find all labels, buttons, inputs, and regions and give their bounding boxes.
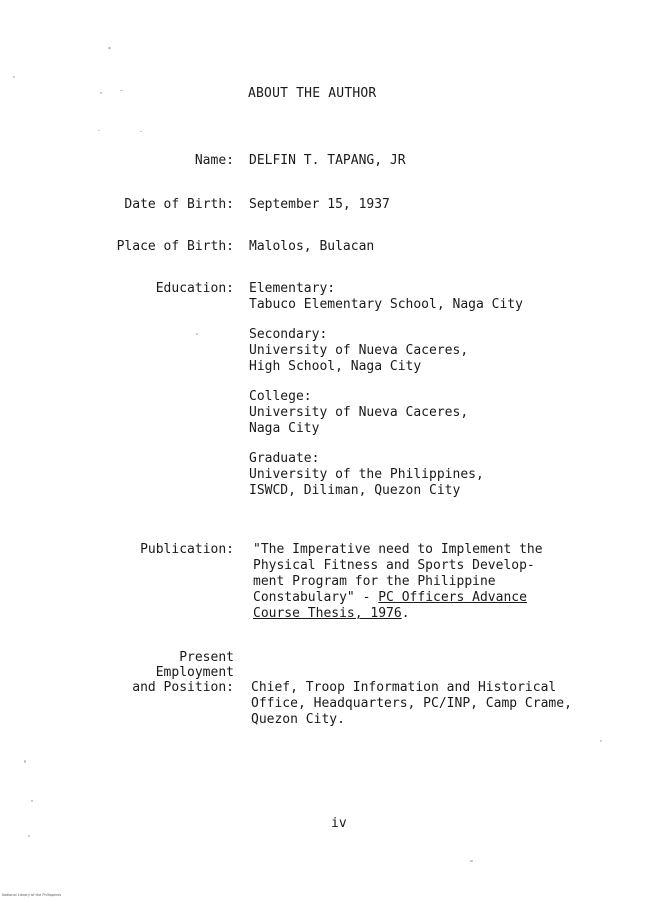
scan-speck xyxy=(28,835,30,837)
employment-text xyxy=(251,680,572,728)
education-school: University of the Philippines, xyxy=(249,467,484,482)
education-level: Graduate: xyxy=(249,451,320,466)
place-of-birth-label: Place of Birth: xyxy=(116,239,234,254)
employment-line: Quezon City. xyxy=(251,712,345,727)
education-level: Elementary: xyxy=(249,281,336,296)
publication-line: ment Program for the Philippine xyxy=(253,574,496,589)
scan-speck xyxy=(13,76,15,78)
scan-speck xyxy=(600,740,602,742)
page-title: ABOUT THE AUTHOR xyxy=(248,86,377,101)
name-label: Name: xyxy=(194,153,234,168)
employment-label-line: Present xyxy=(179,650,234,665)
education-label: Education: xyxy=(155,281,234,296)
publication-line-with-thesis xyxy=(253,590,543,606)
education-school: University of Nueva Caceres, xyxy=(249,405,469,420)
education-school: Naga City xyxy=(249,421,320,436)
scan-speck xyxy=(140,131,142,132)
publication-line: Physical Fitness and Sports Develop- xyxy=(253,558,535,573)
education-school: Tabuco Elementary School, Naga City xyxy=(249,297,523,312)
scan-speck xyxy=(470,860,473,862)
employment-label xyxy=(132,650,234,695)
thesis-title-part-1: PC Officers Advance xyxy=(378,590,527,605)
page-number: iv xyxy=(331,816,347,831)
education-school: ISWCD, Diliman, Quezon City xyxy=(249,483,461,498)
publication-line: "The Imperative need to Implement the xyxy=(253,542,543,557)
employment-label-line: Employment xyxy=(155,665,234,680)
publication-trailing: . xyxy=(401,606,410,621)
education-college xyxy=(249,389,468,437)
scan-speck xyxy=(24,760,26,763)
education-secondary xyxy=(249,327,468,375)
scan-speck xyxy=(108,47,111,49)
date-of-birth-value: September 15, 1937 xyxy=(249,197,390,212)
employment-line: Chief, Troop Information and Historical xyxy=(251,680,557,695)
employment-label-line: and Position: xyxy=(132,680,234,695)
publication-line-thesis-end xyxy=(253,606,543,622)
scan-speck xyxy=(31,800,33,802)
education-level: College: xyxy=(249,389,312,404)
publication-line: Constabulary" - xyxy=(253,590,371,605)
scan-speck xyxy=(98,130,100,131)
place-of-birth-value: Malolos, Bulacan xyxy=(249,239,375,254)
name-value: DELFIN T. TAPANG, JR xyxy=(249,153,406,168)
education-elementary xyxy=(249,281,523,313)
publication-label: Publication: xyxy=(140,542,234,557)
scan-speck xyxy=(100,92,102,94)
scan-footer-note: National Library of the Philippines xyxy=(2,893,62,897)
education-level: Secondary: xyxy=(249,327,328,342)
education-graduate xyxy=(249,451,484,499)
publication-text xyxy=(253,542,543,622)
employment-line: Office, Headquarters, PC/INP, Camp Crame, xyxy=(251,696,572,711)
education-school: High School, Naga City xyxy=(249,359,422,374)
thesis-title-part-2: Course Thesis, 1976 xyxy=(253,606,402,621)
date-of-birth-label: Date of Birth: xyxy=(124,197,234,212)
education-school: University of Nueva Caceres, xyxy=(249,343,469,358)
scan-speck xyxy=(196,333,198,335)
scan-speck xyxy=(120,90,123,91)
